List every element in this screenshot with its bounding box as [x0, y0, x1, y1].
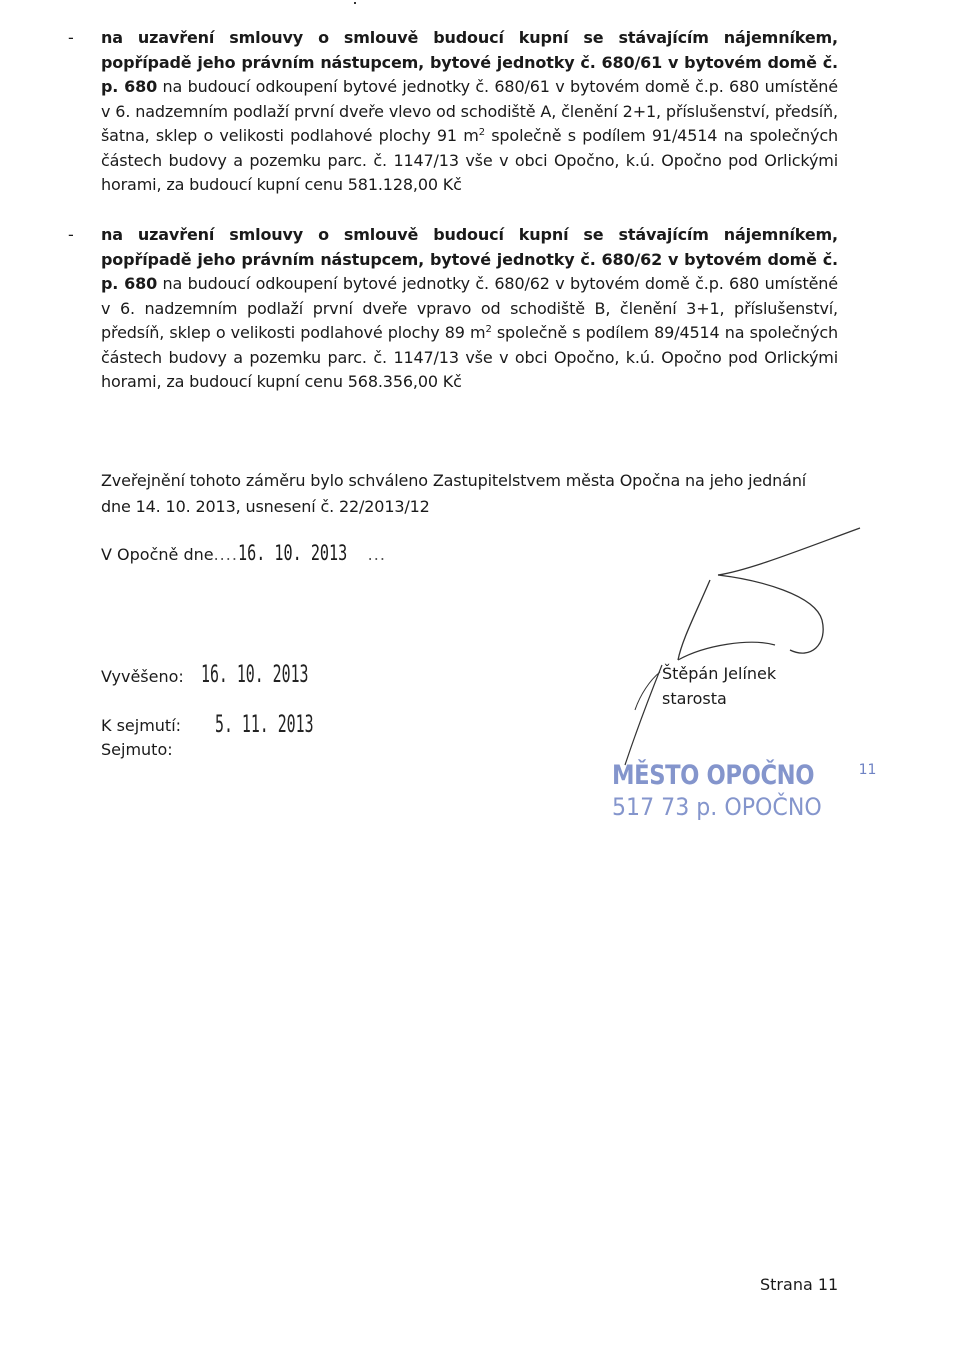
handwritten-signature: [600, 520, 880, 780]
scan-dot: [354, 2, 356, 4]
resolution-item-1: [68, 26, 838, 198]
item-superscript: 2: [478, 127, 485, 138]
remove-label: K sejmutí:: [101, 716, 182, 735]
item-superscript: 2: [485, 324, 492, 335]
item-text: [101, 223, 838, 395]
item-bold-lead: na uzavření smlouvy o smlouvě budoucí kupní se stávajícím nájemníkem, popřípadě jeho právním nástupcem, bytové jednotky č. 680/61 v bytovém domě č. p. 680: [101, 28, 838, 96]
removed-row: [101, 740, 173, 759]
item-body: na budoucí odkoupení bytové jednotky č. 680/62 v bytovém domě č.p. 680 umístěné v 6. nadzemním podlaží první dveře vpravo od schodiště B, členění 3+1, příslušenství, předsíň, sklep o velikosti podlahové plochy 89 m: [101, 274, 838, 342]
official-stamp: [612, 760, 876, 821]
item-body-end: společně s podílem 91/4514 na společných částech budovy a pozemku parc. č. 1147/13 vše v obci Opočno, k.ú. Opočno pod Orlickými horami, za budoucí kupní cenu 581.128,00 Kč: [101, 126, 838, 194]
dotted-line: ....: [213, 545, 238, 564]
item-body: na budoucí odkoupení bytové jednotky č. 680/61 v bytovém domě č.p. 680 umístěné v 6. nadzemním podlaží první dveře vlevo od schodiště A, členění 2+1, příslušenství, předsíň, šatna, sklep o velikosti podlahové plochy 91 m: [101, 77, 838, 145]
signatory-name: Štěpán Jelínek: [662, 664, 777, 683]
posted-date: 16. 10. 2013: [201, 660, 309, 688]
remove-row: [101, 710, 314, 738]
remove-date: 5. 11. 2013: [215, 710, 314, 738]
bullet-dash: -: [68, 225, 74, 244]
dotted-line-end: ...: [367, 545, 386, 564]
posted-label: Vyvěšeno:: [101, 667, 184, 686]
bullet-dash: -: [68, 28, 74, 47]
stamp-town: MĚSTO OPOČNO: [612, 760, 815, 791]
resolution-item-2: [68, 223, 838, 395]
item-text: [101, 26, 838, 198]
stamp-number: 11: [858, 762, 877, 778]
handwritten-date: 16. 10. 2013: [237, 541, 348, 565]
place-date-label: V Opočně dne: [101, 545, 214, 564]
place-date-line: [101, 541, 386, 565]
posted-row: [101, 660, 309, 688]
item-body-end: společně s podílem 89/4514 na společných částech budovy a pozemku parc. č. 1147/13 vše v obci Opočno, k.ú. Opočno pod Orlickými horami, za budoucí kupní cenu 568.356,00 Kč: [101, 323, 838, 391]
stamp-address: 517 73 p. OPOČNO: [612, 793, 822, 821]
signatory-role: starosta: [662, 689, 727, 708]
removed-label: Sejmuto:: [101, 740, 173, 759]
item-bold-lead: na uzavření smlouvy o smlouvě budoucí kupní se stávajícím nájemníkem, popřípadě jeho právním nástupcem, bytové jednotky č. 680/62 v bytovém domě č. p. 680: [101, 225, 838, 293]
page-number: Strana 11: [760, 1275, 839, 1294]
approval-statement: Zveřejnění tohoto záměru bylo schváleno Zastupitelstvem města Opočna na jeho jednání dne 14. 10. 2013, usnesení č. 22/2013/12: [101, 471, 807, 516]
